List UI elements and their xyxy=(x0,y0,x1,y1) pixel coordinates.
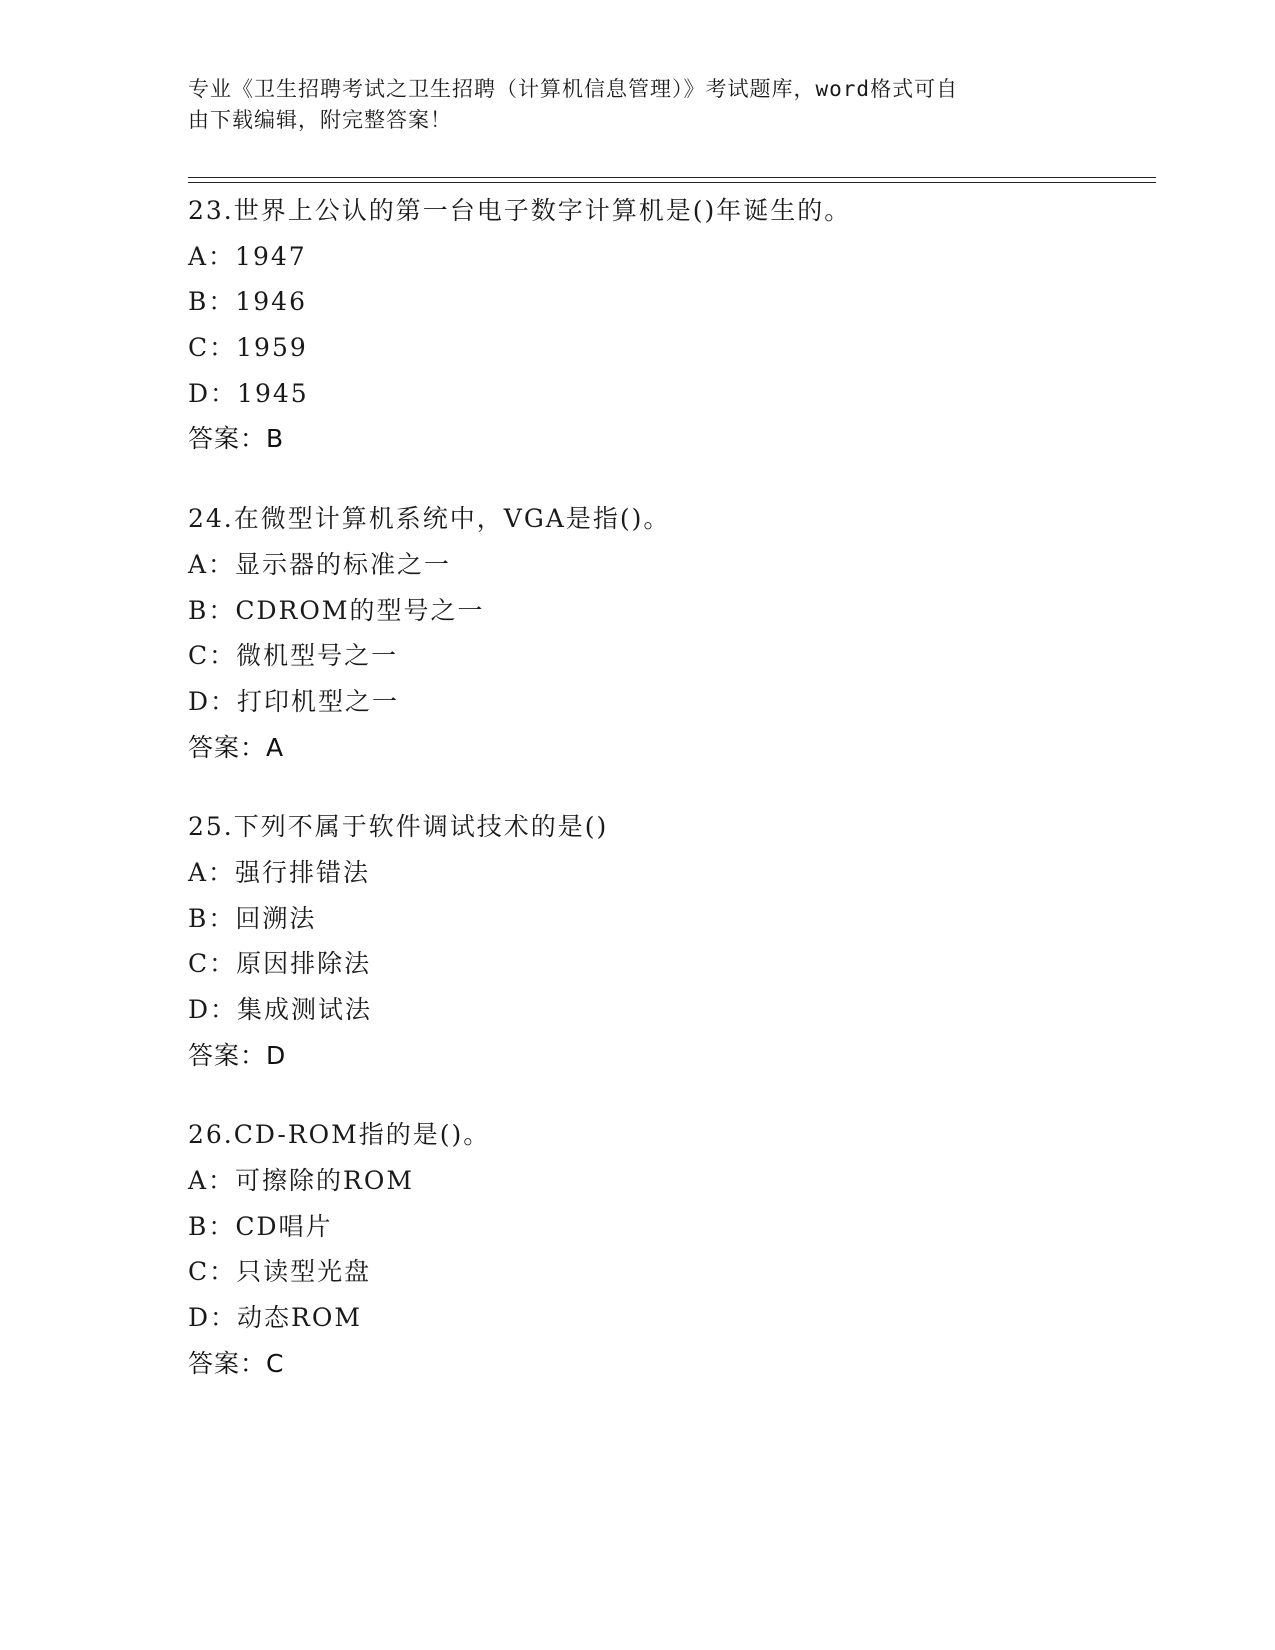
option-a: A：1947 xyxy=(188,241,307,271)
option-d: D：1945 xyxy=(188,378,309,408)
question-stem: 26.CD-ROM指的是()。 xyxy=(188,1120,491,1150)
answer-line: 答案：B xyxy=(188,424,285,454)
header-divider-top xyxy=(188,177,1156,178)
option-d: D：动态ROM xyxy=(188,1303,362,1333)
question-26 xyxy=(188,1112,1148,1386)
option-c: C：1959 xyxy=(188,333,308,363)
option-b: B：回溯法 xyxy=(188,903,317,933)
header-line-1: 专业《卫生招聘考试之卫生招聘（计算机信息管理）》考试题库，word格式可自 xyxy=(188,77,959,101)
answer-line: 答案：A xyxy=(188,732,285,762)
question-stem: 24.在微型计算机系统中，VGA是指()。 xyxy=(188,504,671,534)
option-d: D：打印机型之一 xyxy=(188,686,400,716)
option-c: C：只读型光盘 xyxy=(188,1257,372,1287)
question-25 xyxy=(188,804,1148,1078)
option-b: B：1946 xyxy=(188,287,307,317)
question-24 xyxy=(188,496,1148,770)
option-d: D：集成测试法 xyxy=(188,995,373,1024)
document-header xyxy=(188,74,1068,136)
answer-line: 答案：C xyxy=(188,1348,285,1378)
option-c: C：原因排除法 xyxy=(188,949,372,979)
option-b: B：CD唱片 xyxy=(188,1211,333,1241)
option-a: A：强行排错法 xyxy=(188,857,371,887)
option-a: A：可擦除的ROM xyxy=(188,1166,414,1196)
option-c: C：微机型号之一 xyxy=(188,641,399,671)
question-23 xyxy=(188,188,1148,462)
question-stem: 23.世界上公认的第一台电子数字计算机是()年诞生的。 xyxy=(188,196,852,225)
header-line-2: 由下载编辑，附完整答案！ xyxy=(188,108,452,132)
question-list xyxy=(188,188,1148,1421)
question-stem: 25.下列不属于软件调试技术的是() xyxy=(188,812,609,842)
header-divider-bottom xyxy=(188,182,1156,183)
option-a: A：显示器的标准之一 xyxy=(188,549,452,579)
option-b: B：CDROM的型号之一 xyxy=(188,595,485,625)
answer-line: 答案：D xyxy=(188,1040,287,1070)
